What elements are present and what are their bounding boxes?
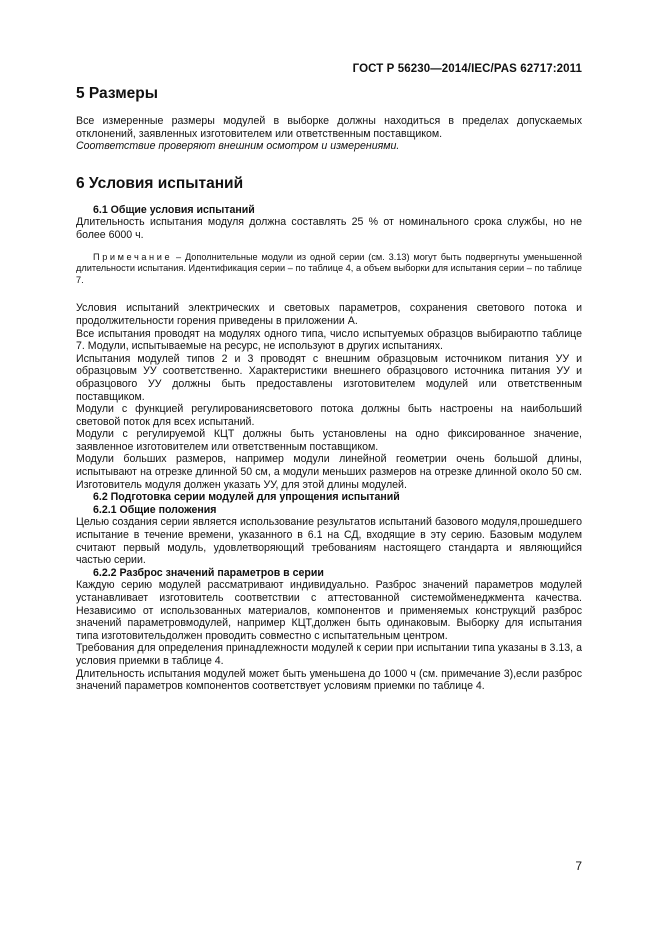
section-6-1-paragraph-7: Модули больших размеров, например модули линейной геометрии очень большой длины, испытывают на отрезке длинной 50 см, а модули меньших размеров на отрезке длинной около 50 см. Изготовитель модуля должен указать УУ, для этой длины модулей. bbox=[76, 453, 582, 491]
section-6-1-paragraph-4: Испытания модулей типов 2 и 3 проводят с внешним образцовым источником питания УУ и образцовым УУ соответственно. Характеристики внешнего образцового источника питания УУ и образцового УУ должны быть предоставлены изготовителем модулей или ответственным поставщиком. bbox=[76, 352, 582, 403]
page-content bbox=[76, 85, 582, 693]
section-5-title: 5 Размеры bbox=[76, 85, 158, 102]
section-6-2-title: 6.2 Подготовка серии модулей для упрощения испытаний bbox=[93, 491, 400, 504]
section-6-1-paragraph-6: Модули с регулируемой КЦТ должны быть установлены на одно фиксированное значение, заявленное изготовителем или ответственным поставщиком. bbox=[76, 428, 582, 453]
section-6-2-2-title: 6.2.2 Разброс значений параметров в серии bbox=[93, 566, 324, 579]
page-number: 7 bbox=[575, 859, 582, 873]
section-6-1-paragraph-1: Длительность испытания модуля должна составлять 25 % от номинального срока службы, но не более 6000 ч. bbox=[76, 216, 582, 241]
section-5-paragraph-2: Соответствие проверяют внешним осмотром и измерениями. bbox=[76, 140, 400, 153]
section-6-2-2-paragraph-1: Каждую серию модулей рассматривают индивидуально. Разброс значений параметров модулей устанавливает изготовитель соответствии с аттестованной системойменеджмента качества. Независимо от использованных материалов, компонентов и применяемых конструкций разброс значений параметровмодулей, например КЦТ,должен быть одинаковым. Выборку для испытания типа изготовительдолжен проводить совместно с испытательным центром. bbox=[76, 579, 582, 642]
section-6-title: 6 Условия испытаний bbox=[76, 174, 244, 192]
section-6-1-paragraph-5: Модули с функцией регулированиясветового потока должны быть настроены на наибольший световой поток для всех испытаний. bbox=[76, 403, 582, 428]
section-6-2-2-paragraph-3: Длительность испытания модулей может быть уменьшена до 1000 ч (см. примечание 3),если разброс значений параметров компонентов соответствует условиям приемки по таблице 4. bbox=[76, 667, 582, 693]
note-text: – Дополнительные модули из одной серии (см. 3.13) могут быть подвергнуты уменьшенной длительности испытания. Идентификация серии – по таблице 4, а объем выборки для испытания серии – по таблице 7. bbox=[76, 251, 582, 285]
section-6-2-1-title: 6.2.1 Общие положения bbox=[93, 503, 217, 516]
section-5-paragraph-1 bbox=[76, 115, 582, 140]
section-6-1-paragraph-2: Условия испытаний электрических и световых параметров, сохранения светового потока и продолжительности горения приведены в приложении А. bbox=[76, 302, 582, 327]
section-5-paragraph-1-text: Все измеренные размеры модулей в выборке должны находиться в пределах допускаемых отклонений, заявленных изготовителем или ответственным поставщиком. bbox=[76, 115, 582, 140]
section-6-1-title: 6.1 Общие условия испытаний bbox=[93, 203, 255, 216]
note-label: Примечание bbox=[93, 251, 173, 262]
section-6-1-paragraph-3: Все испытания проводят на модулях одного типа, число испытуемых образцов выбираютпо таблице 7. Модули, испытываемые на ресурс, не используют в других испытаниях. bbox=[76, 327, 582, 353]
section-6-2-1-paragraph-1: Целью создания серии является использование результатов испытаний базового модуля,прошедшего испытание в течение времени, указанного в 6.1 на СД, входящие в эту серию. Базовым модулем считают первый модуль, удовлетворяющий требованиям настоящего стандарта и являющийся частью серии. bbox=[76, 516, 582, 567]
standard-header: ГОСТ Р 56230—2014/IEC/PAS 62717:2011 bbox=[352, 63, 582, 75]
section-6-2-2-paragraph-2: Требования для определения принадлежности модулей к серии при испытании типа указаны в 3.13, а условия приемки в таблице 4. bbox=[76, 642, 582, 667]
note bbox=[76, 252, 582, 287]
